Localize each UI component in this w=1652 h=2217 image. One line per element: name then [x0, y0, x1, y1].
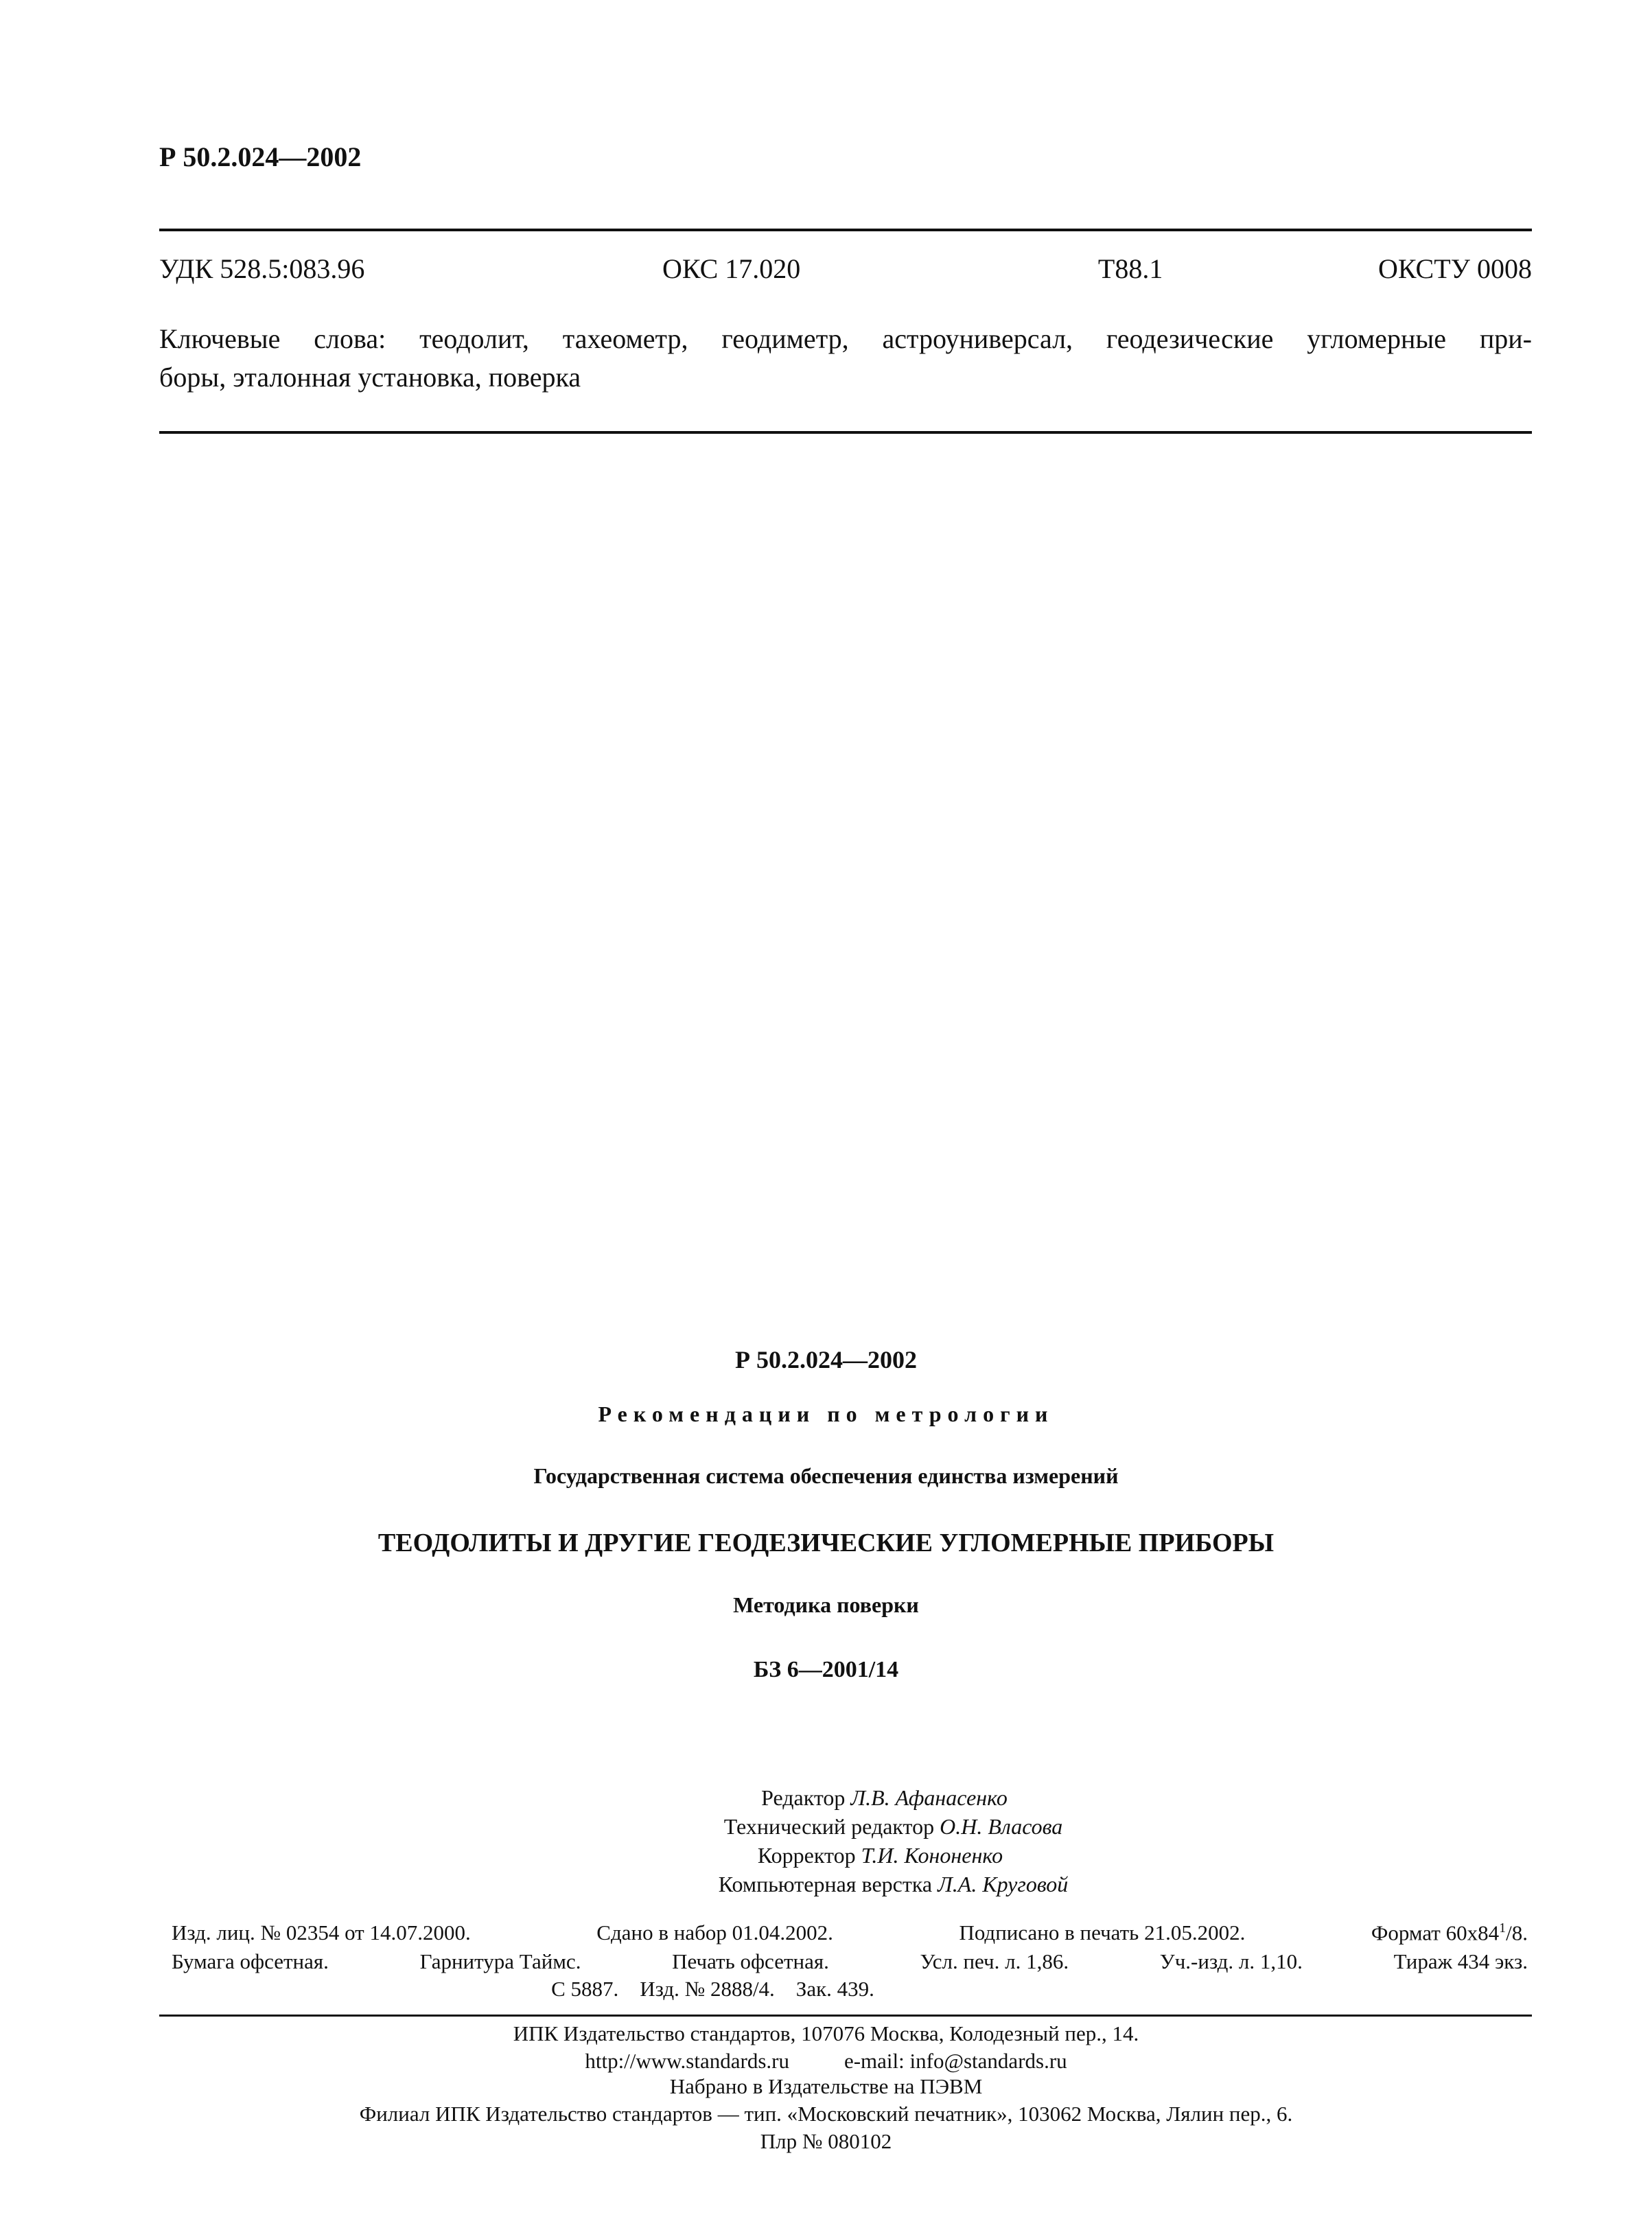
top-rule [159, 229, 1532, 231]
imprint-doc-code: Р 50.2.024—2002 [735, 1346, 917, 1373]
publisher-sheets-info: Уч.-изд. л. 1,10. [1159, 1949, 1303, 1973]
header-doc-code: Р 50.2.024—2002 [159, 141, 362, 172]
circulation-info: Тираж 434 экз. [1393, 1949, 1528, 1973]
publisher-address: ИПК Издательство стандартов, 107076 Москва, Колодезный пер., 14. [513, 2021, 1139, 2045]
credit-tech-editor: Технический редактор О.Н. Власова [723, 1814, 1063, 1839]
typeset-date: Сдано в набор 01.04.2002. [596, 1920, 833, 1945]
udk-code: УДК 528.5:083.96 [159, 253, 365, 284]
license-info: Изд. лиц. № 02354 от 14.07.2000. [172, 1920, 471, 1945]
keywords-line-1: Ключевые слова: теодолит, тахеометр, геодиметр, астроуниверсал, геодезические угломерные при- [159, 323, 1532, 354]
format-info: Формат $60х84^1/8$. [1371, 1920, 1528, 1945]
print-info-row-3: С 5887. Изд. № 2888/4. Зак. 439. [551, 1977, 874, 2001]
okstu-code: ОКСТУ 0008 [1377, 253, 1532, 284]
print-sheets-info: Усл. печ. л. 1,86. [920, 1949, 1069, 1973]
credits-block [0, 1783, 1652, 1899]
paper-info: Бумага офсетная. [172, 1949, 329, 1973]
t-code: Т88.1 [1097, 253, 1163, 284]
print-info-row-2 [172, 1949, 1528, 1974]
publisher-branch: Филиал ИПК Издательство стандартов — тип. «Московский печатник», 103062 Москва, Лялин пер., 6. [359, 2102, 1293, 2126]
print-signed-date: Подписано в печать 21.05.2002. [959, 1920, 1246, 1945]
publisher-rule [159, 2015, 1532, 2017]
keywords-rule [159, 431, 1532, 434]
publisher-web: http://www.standards.ru [585, 2049, 789, 2073]
keywords-line-2: боры, эталонная установка, поверка [159, 362, 581, 393]
keywords-block [159, 320, 1532, 397]
publisher-typeset: Набрано в Издательстве на ПЭВМ [669, 2074, 983, 2098]
classification-row [159, 253, 1532, 285]
publisher-email: e-mail: info@standards.ru [844, 2049, 1067, 2073]
imprint-series: Рекомендации по метрологии [598, 1402, 1054, 1426]
printing-info: Печать офсетная. [672, 1949, 829, 1973]
print-info-row-1 [172, 1920, 1528, 1945]
publisher-plr: Плр № 080102 [760, 2129, 892, 2153]
typeface-info: Гарнитура Таймс. [419, 1949, 581, 1973]
credit-editor: Редактор Л.В. Афанасенко [761, 1785, 1008, 1810]
credit-corrector: Корректор Т.И. Кононенко [757, 1843, 1003, 1868]
imprint-title: ТЕОДОЛИТЫ И ДРУГИЕ ГЕОДЕЗИЧЕСКИЕ УГЛОМЕРНЫЕ ПРИБОРЫ [377, 1529, 1275, 1557]
imprint-subtitle: Методика поверки [733, 1592, 919, 1617]
imprint-bz: БЗ 6—2001/14 [753, 1657, 899, 1682]
oks-code: ОКС 17.020 [662, 253, 801, 284]
imprint-system: Государственная система обеспечения единства измерений [533, 1463, 1119, 1488]
credit-layout: Компьютерная верстка Л.А. Круговой [718, 1872, 1069, 1896]
publisher-contacts [0, 2049, 1652, 2074]
